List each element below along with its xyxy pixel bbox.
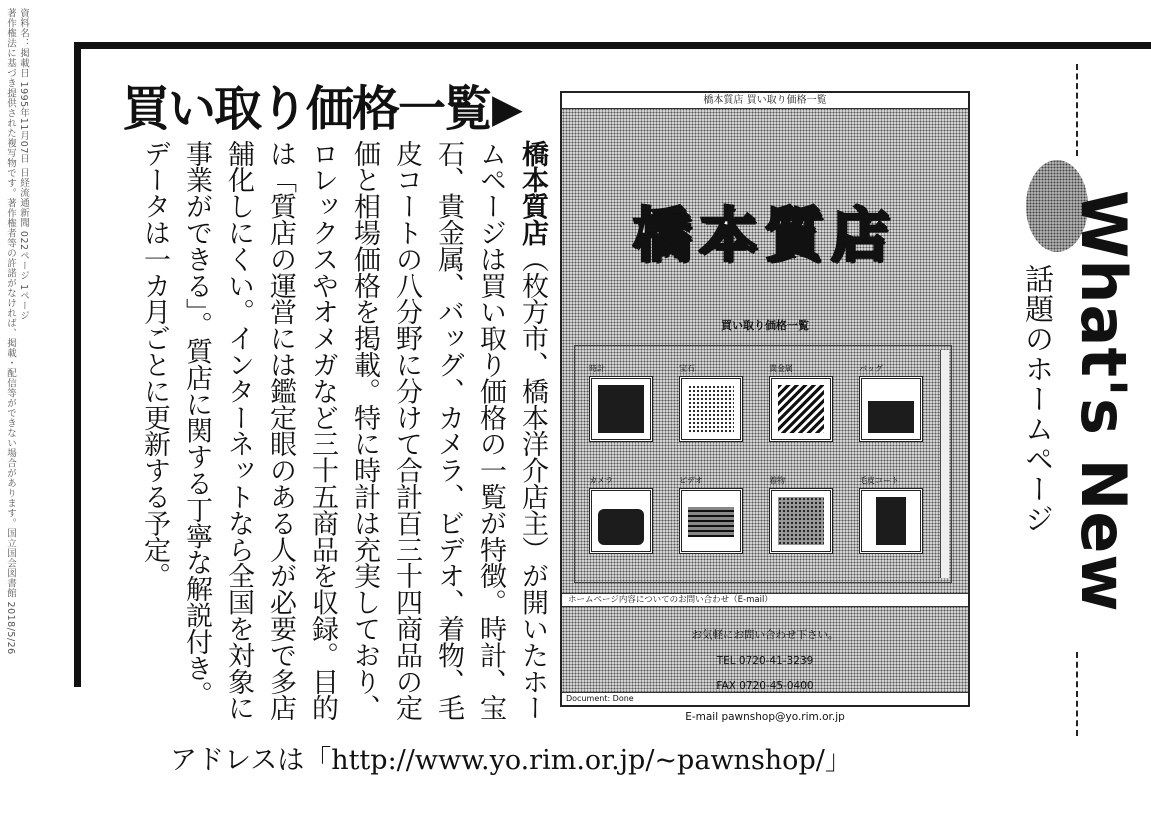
category-label: バッグ <box>859 364 883 373</box>
address-line: アドレスは「http://www.yo.rim.or.jp/~pawnshop/」 <box>170 745 852 776</box>
jewelry-icon <box>688 385 734 433</box>
jewelry-thumbnail[interactable] <box>679 376 743 442</box>
precious-metal-thumbnail[interactable] <box>769 376 833 442</box>
contact-note: お気軽にお問い合わせ下さい。 <box>691 629 839 641</box>
screenshot-heading[interactable]: 買い取り価格一覧 <box>721 319 809 332</box>
camera-icon <box>598 509 644 545</box>
screenshot-statusbar: Document: Done <box>562 692 968 705</box>
frame-top-rule <box>76 42 1151 49</box>
headline-text: 買い取り価格一覧 <box>122 81 491 137</box>
bag-thumbnail[interactable] <box>859 376 923 442</box>
category-bag[interactable] <box>859 364 923 442</box>
category-label: カメラ <box>589 476 613 485</box>
category-kimono[interactable] <box>769 476 833 554</box>
article-text: （枚方市、橋本洋介店主）が開いたホームページは買い取り価格の一覧が特徴。時計、宝石、貴金属、バッグ、カメラ、ビデオ、着物、毛皮コートの八分野に分けて合計百三十四商品の定価と相場価格を掲載。特に時計は充実しており、ロレックスやオメガなど三十五商品を収録。目的は「質店の運営には鑑定眼のある人が必要で多店舗化しにくい。インターネットなら全国を対象に事業ができる」。質店に関する丁寧な解説付き。データは一カ月ごとに更新する予定。 <box>139 140 548 721</box>
category-camera[interactable] <box>589 476 653 554</box>
screenshot-status[interactable]: ホームページ内容についてのお問い合わせ（E-mail） <box>562 593 968 607</box>
camera-thumbnail[interactable] <box>589 488 653 554</box>
fur-coat-thumbnail[interactable] <box>859 488 923 554</box>
whatsnew-title: What's New <box>1067 190 1140 613</box>
precious-metal-icon <box>778 385 824 433</box>
category-fur-coat[interactable] <box>859 476 923 554</box>
bag-icon <box>868 401 914 433</box>
category-label: 着物 <box>769 476 785 485</box>
category-label: 宝石 <box>679 364 695 373</box>
whatsnew-subtitle: 話題のホームページ <box>1021 264 1055 534</box>
screenshot-logo: 橋本質店 <box>632 201 897 269</box>
category-jewelry[interactable] <box>679 364 743 442</box>
contact-email[interactable]: E-mail pawnshop@yo.rim.or.jp <box>685 711 845 723</box>
whatsnew-rule-bottom <box>1076 652 1078 736</box>
watch-thumbnail[interactable] <box>589 376 653 442</box>
category-video[interactable] <box>679 476 743 554</box>
category-panel <box>574 345 952 583</box>
category-label: 時計 <box>589 364 605 373</box>
archive-note-line1: 資料名：掲載日 1995年11月07日 日経流通新聞 022ページ 1ページ <box>18 8 29 321</box>
video-icon <box>688 507 734 537</box>
screenshot-titlebar: 橋本質店 買い取り価格一覧 <box>562 93 968 109</box>
article-body <box>106 140 553 725</box>
whatsnew-rule-top <box>1076 64 1078 156</box>
homepage-screenshot <box>560 91 970 723</box>
frame-left-rule <box>74 42 81 687</box>
archive-note-line2: 著作権法に基づき提供された複写物です。著作権者等の許諾がなければ、掲載・配信等ができない場合があります。国立国会図書館 2018/5/26 <box>5 8 16 655</box>
headline-arrow-icon: ▶ <box>492 86 521 132</box>
contact-fax: FAX 0720-45-0400 <box>716 680 814 692</box>
category-label: ビデオ <box>679 476 703 485</box>
kimono-thumbnail[interactable] <box>769 488 833 554</box>
panel-scrollbar[interactable] <box>940 350 949 578</box>
article-shop-name: 橋本質店 <box>517 140 548 246</box>
kimono-icon <box>778 497 824 545</box>
category-watch[interactable] <box>589 364 653 442</box>
category-precious-metal[interactable] <box>769 364 833 442</box>
watch-icon <box>598 385 644 433</box>
category-label: 毛皮コート <box>859 476 899 485</box>
category-label: 貴金属 <box>769 364 793 373</box>
archive-note <box>4 8 30 798</box>
video-thumbnail[interactable] <box>679 488 743 554</box>
headline <box>122 70 521 139</box>
contact-tel: TEL 0720-41-3239 <box>716 655 814 667</box>
fur-coat-icon <box>876 497 906 545</box>
